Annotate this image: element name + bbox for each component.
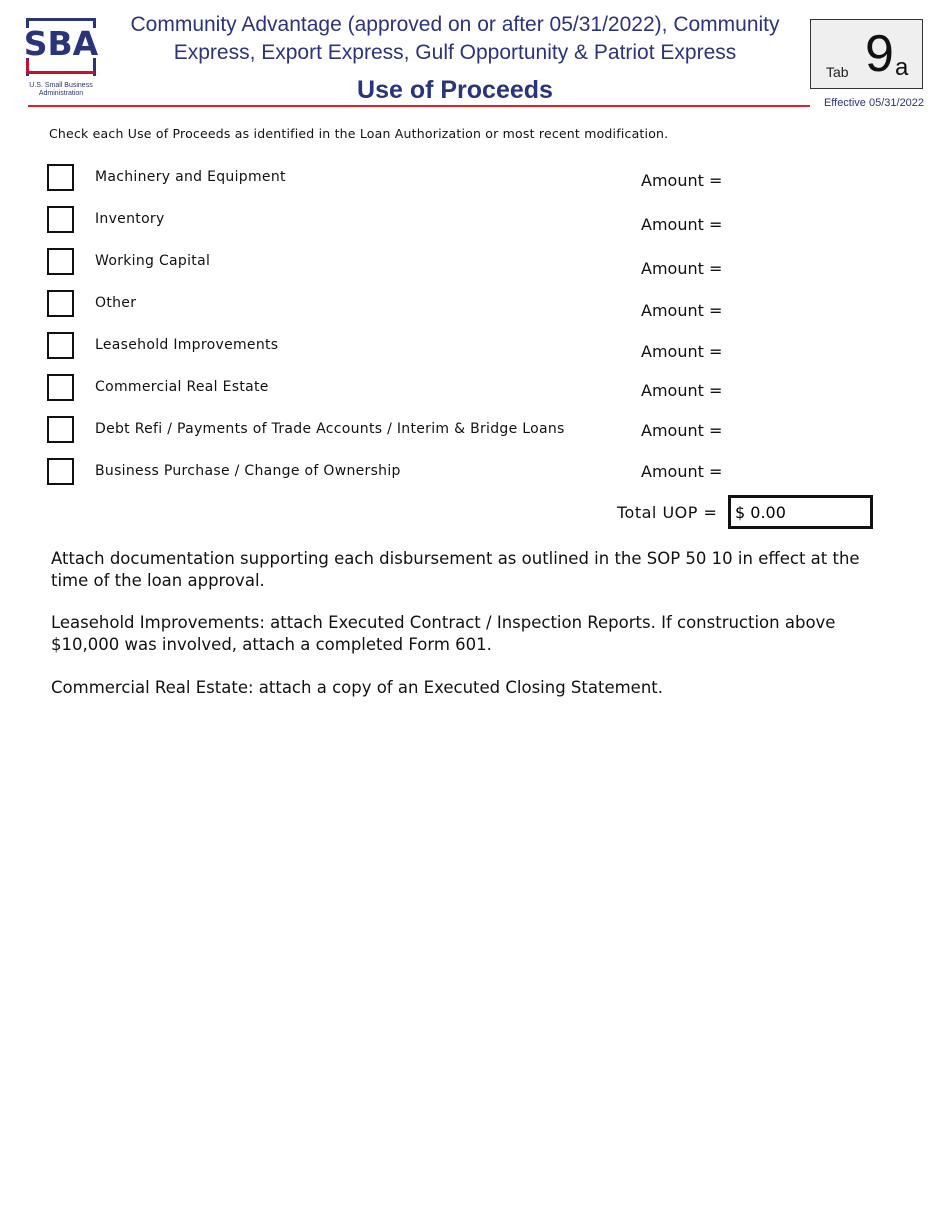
amount-label: Amount = [641, 259, 723, 278]
tab-number: 9 [865, 25, 894, 83]
amount-input-other[interactable] [728, 297, 872, 325]
amount-input-commercial-real-estate[interactable] [728, 377, 872, 405]
checkbox-working-capital[interactable] [47, 248, 74, 275]
amount-label: Amount = [641, 381, 723, 400]
amount-input-leasehold[interactable] [728, 338, 872, 366]
row-label: Machinery and Equipment [95, 169, 286, 185]
effective-date: Effective 05/31/2022 [823, 97, 925, 109]
uop-row-working-capital [0, 248, 950, 290]
form-instructions: Check each Use of Proceeds as identified in the Loan Authorization or most recent modification. [49, 126, 669, 141]
checkbox-leasehold[interactable] [47, 332, 74, 359]
row-label: Other [95, 295, 137, 311]
page-title: Use of Proceeds [357, 76, 553, 104]
amount-input-inventory[interactable] [728, 211, 872, 239]
uop-row-commercial-real-estate [0, 374, 950, 416]
note-commercial-real-estate: Commercial Real Estate: attach a copy of an Executed Closing Statement. [51, 678, 664, 697]
amount-input-debt-refi[interactable] [728, 417, 872, 445]
uop-row-inventory [0, 206, 950, 248]
tab-suffix: a [895, 54, 909, 81]
uop-row-debt-refi [0, 416, 950, 458]
checkbox-machinery[interactable] [47, 164, 74, 191]
amount-label: Amount = [641, 215, 723, 234]
checkbox-business-purchase[interactable] [47, 458, 74, 485]
note-documentation: Attach documentation supporting each disbursement as outlined in the SOP 50 10 in effect at the time of the loan approval. [51, 549, 860, 590]
sba-logo [22, 16, 100, 100]
row-label: Inventory [95, 211, 165, 227]
tab-indicator [810, 19, 923, 89]
program-title-line-2: Express, Export Express, Gulf Opportunity & Patriot Express [173, 41, 737, 64]
checkbox-commercial-real-estate[interactable] [47, 374, 74, 401]
amount-label: Amount = [641, 301, 723, 320]
row-label: Commercial Real Estate [95, 379, 269, 395]
program-title-line-1: Community Advantage (approved on or after 05/31/2022), Community [130, 13, 780, 36]
header-divider [28, 105, 810, 107]
amount-label: Amount = [641, 342, 723, 361]
row-label: Working Capital [95, 253, 211, 269]
checkbox-inventory[interactable] [47, 206, 74, 233]
row-label: Leasehold Improvements [95, 337, 279, 353]
amount-label: Amount = [641, 462, 723, 481]
uop-row-leasehold [0, 332, 950, 374]
logo-subtitle: U.S. Small Business Administration [29, 82, 93, 97]
total-uop-field[interactable] [728, 495, 873, 529]
amount-input-machinery[interactable] [728, 167, 872, 195]
checkbox-other[interactable] [47, 290, 74, 317]
row-label: Business Purchase / Change of Ownership [95, 463, 401, 479]
uop-row-business-purchase [0, 458, 950, 500]
amount-label: Amount = [641, 171, 723, 190]
logo-wordmark: SBA [23, 24, 99, 63]
total-uop-label: Total UOP = [617, 503, 718, 522]
amount-input-working-capital[interactable] [728, 255, 872, 283]
logo-frame-bottom-red [28, 71, 95, 74]
note-leasehold: Leasehold Improvements: attach Executed Contract / Inspection Reports. If construction above $10,000 was involved, attach a completed Form 601. [51, 613, 836, 654]
amount-label: Amount = [641, 421, 723, 440]
uop-row-machinery [0, 164, 950, 206]
uop-row-other [0, 290, 950, 332]
amount-input-business-purchase[interactable] [728, 458, 872, 486]
checkbox-debt-refi[interactable] [47, 416, 74, 443]
tab-label: Tab [826, 64, 849, 80]
row-label: Debt Refi / Payments of Trade Accounts / Interim & Bridge Loans [95, 421, 565, 437]
